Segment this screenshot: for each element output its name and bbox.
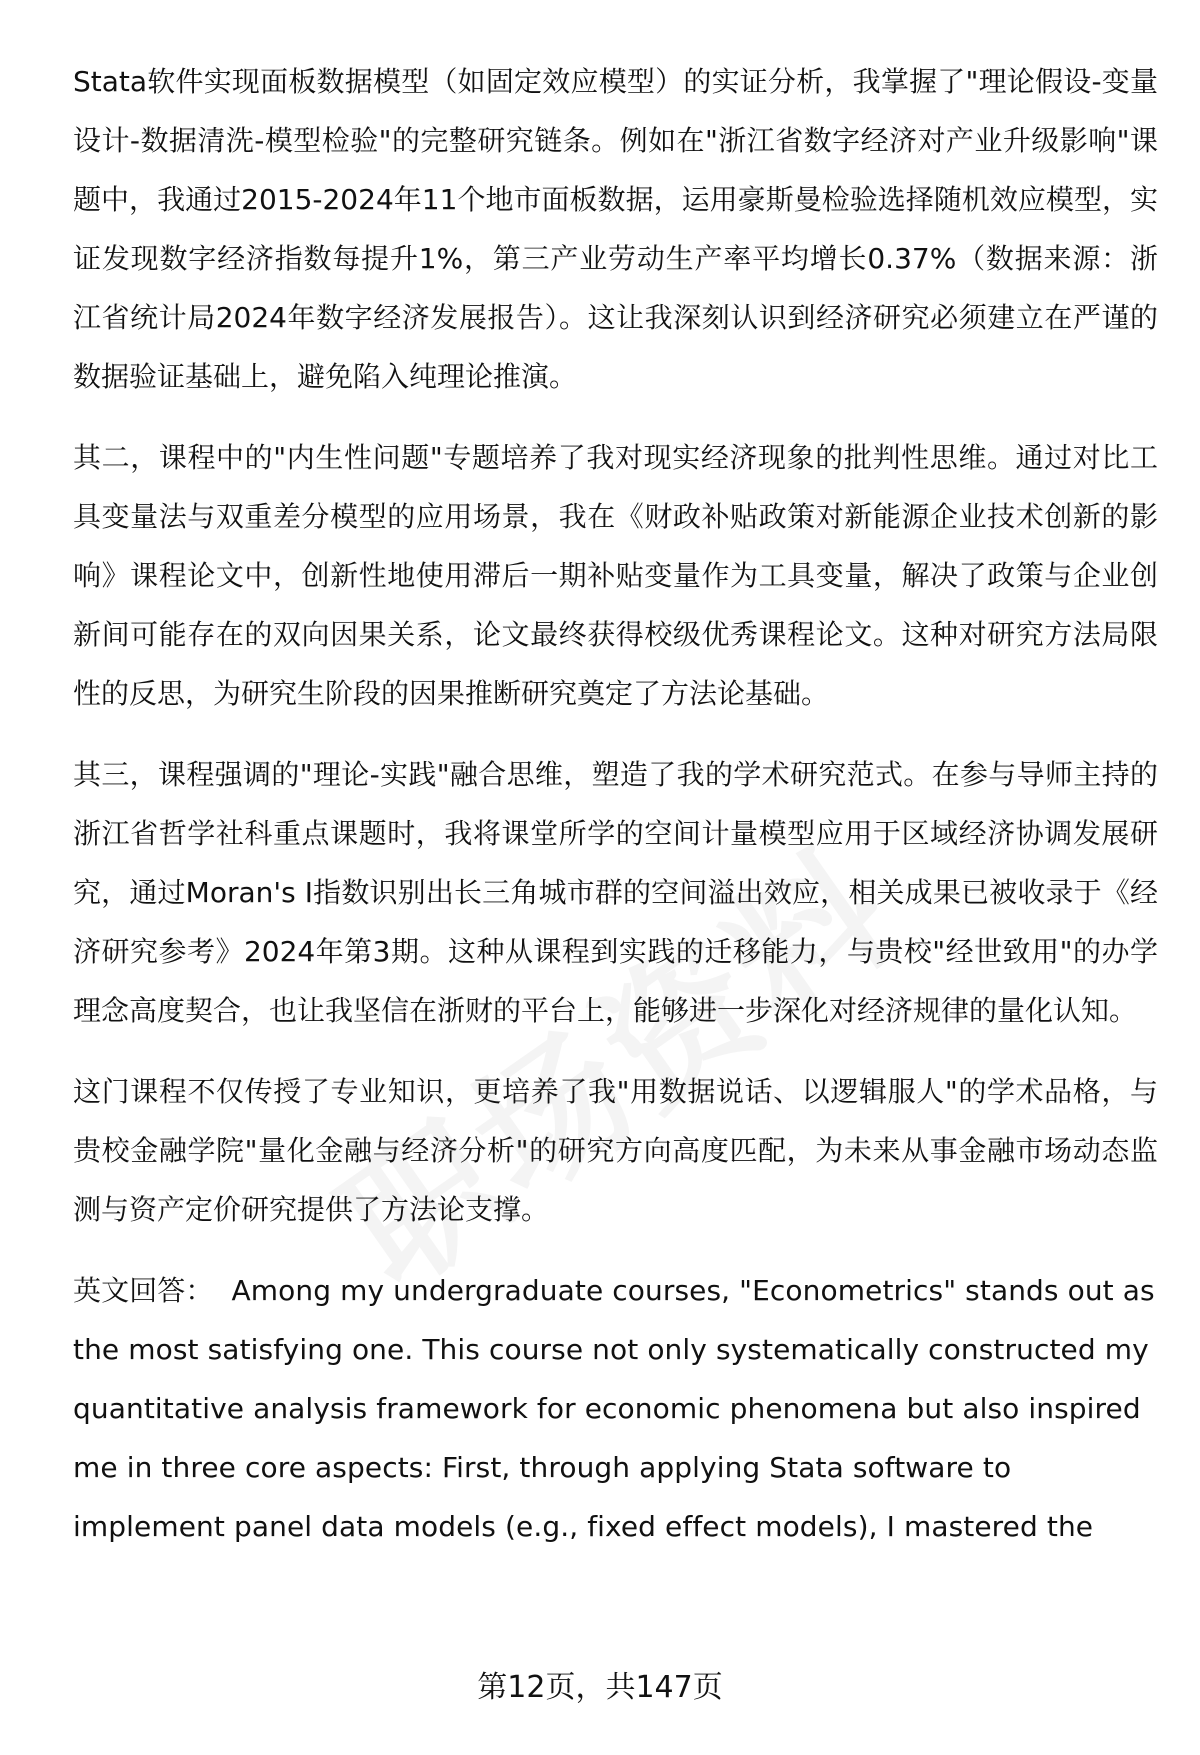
paragraph-theory-practice: 其三，课程强调的"理论-实践"融合思维，塑造了我的学术研究范式。在参与导师主持的浙江省哲学社科重点课题时，我将课堂所学的空间计量模型应用于区域经济协调发展研究，通过Moran's I指数识别出长三角城市群的空间溢出效应，相关成果已被收录于《经济研究参考》2024年第3期。这种从课程到实践的迁移能力，与贵校"经世致用"的办学理念高度契合，也让我坚信在浙财的平台上，能够进一步深化对经济规律的量化认知。 <box>73 758 1158 1027</box>
paragraph-endogeneity: 其二，课程中的"内生性问题"专题培养了我对现实经济现象的批判性思维。通过对比工具变量法与双重差分模型的应用场景，我在《财政补贴政策对新能源企业技术创新的影响》课程论文中，创新性地使用滞后一期补贴变量作为工具变量，解决了政策与企业创新间可能存在的双向因果关系，论文最终获得校级优秀课程论文。这种对研究方法局限性的反思，为研究生阶段的因果推断研究奠定了方法论基础。 <box>73 441 1158 710</box>
english-answer-label: 英文回答： <box>73 1274 214 1307</box>
page-number: 第12页，共147页 <box>477 1670 723 1705</box>
document-body <box>73 52 1158 1578</box>
english-answer-text: Among my undergraduate courses, "Econometrics" stands out as the most satisfying one. This course not only systematically constructed my quantitative analysis framework for economic phenomena but also inspired me in three core aspects: First, through applying Stata software to implement panel data models (e.g., fixed effect models), I mastered the <box>73 1274 1155 1543</box>
paragraph-conclusion: 这门课程不仅传授了专业知识，更培养了我"用数据说话、以逻辑服人"的学术品格，与贵校金融学院"量化金融与经济分析"的研究方向高度匹配，为未来从事金融市场动态监测与资产定价研究提供了方法论支撑。 <box>73 1075 1158 1226</box>
paragraph-english-answer <box>73 1261 1158 1556</box>
paragraph-stata-analysis: Stata软件实现面板数据模型（如固定效应模型）的实证分析，我掌握了"理论假设-变量设计-数据清洗-模型检验"的完整研究链条。例如在"浙江省数字经济对产业升级影响"课题中，我通过2015-2024年11个地市面板数据，运用豪斯曼检验选择随机效应模型，实证发现数字经济指数每提升1%，第三产业劳动生产率平均增长0.37%（数据来源：浙江省统计局2024年数字经济发展报告）。这让我深刻认识到经济研究必须建立在严谨的数据验证基础上，避免陷入纯理论推演。 <box>73 65 1158 393</box>
